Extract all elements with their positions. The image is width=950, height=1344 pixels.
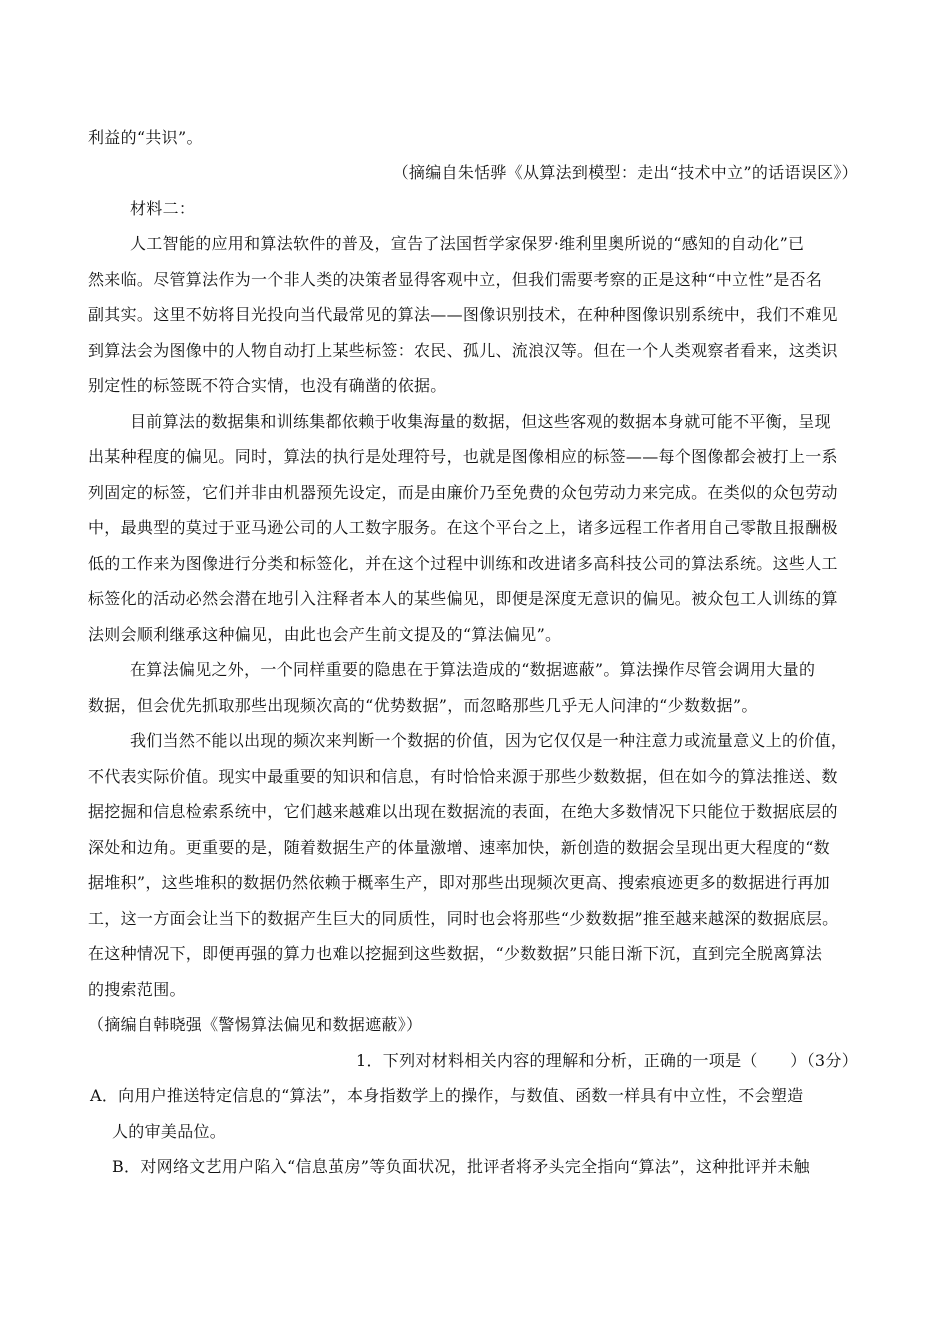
paragraph-line: 法则会顺利继承这种偏见，由此也会产生前文提及的“算法偏见”。	[88, 625, 562, 644]
paragraph-line: 我们当然不能以出现的频次来判断一个数据的价值，因为它仅仅是一种注意力或流量意义上的价值，	[130, 731, 848, 750]
paragraph-line: 列固定的标签，它们并非由机器预先设定，而是由廉价乃至免费的众包劳动力来完成。在类似的众包劳动	[88, 483, 838, 502]
paragraph-line: 据挖掘和信息检索系统中，它们越来越难以出现在数据流的表面，在绝大多数情况下只能位于数据底层的	[88, 802, 838, 821]
option-a-continuation: B．对网络文艺用户陷入“信息茧房”等负面状况，批评者将矛头完全指向“算法”，这种批评并未触	[112, 1157, 810, 1176]
paragraph-line: 据堆积”，这些堆积的数据仍然依赖于概率生产，即对那些出现频次更高、搜索痕迹更多的数据进行再加	[88, 873, 830, 892]
paragraph-line: 人工智能的应用和算法软件的普及，宣告了法国哲学家保罗·维利里奥所说的“感知的自动化”已	[130, 234, 805, 253]
paragraph-line: 在算法偏见之外，一个同样重要的隐患在于算法造成的“数据遮蔽”。算法操作尽管会调用大量的	[130, 660, 816, 679]
question-stem: A．向用户推送特定信息的“算法”，本身指数学上的操作，与数值、函数一样具有中立性，不会塑造	[90, 1086, 804, 1105]
section-heading: 材料二：	[130, 199, 196, 218]
source-citation: 1．下列对材料相关内容的理解和分析，正确的一项是（ ）（3分）	[356, 1051, 858, 1070]
paragraph-line: 不代表实际价值。现实中最重要的知识和信息，有时恰恰来源于那些少数数据，但在如今的算法推送、数	[88, 767, 838, 786]
paragraph-line: 深处和边角。更重要的是，随着数据生产的体量激增、速率加快，新创造的数据会呈现出更大程度的“数	[88, 838, 830, 857]
source-citation: （摘编自朱恬骅《从算法到模型：走出“技术中立”的话语误区》）	[392, 163, 858, 182]
paragraph-line: 然来临。尽管算法作为一个非人类的决策者显得客观中立，但我们需要考察的正是这种“中立性”是否名	[88, 270, 823, 289]
paragraph-line: 数据，但会优先抓取那些出现频次高的“优势数据”，而忽略那些几乎无人问津的“少数数据”。	[88, 696, 758, 715]
paragraph-line: 出某种程度的偏见。同时，算法的执行是处理符号，也就是图像相应的标签——每个图像都会被打上一系	[88, 447, 838, 466]
paragraph-line: 低的工作来为图像进行分类和标签化，并在这个过程中训练和改进诸多高科技公司的算法系统。这些人工	[88, 554, 838, 573]
paragraph-line: 副其实。这里不妨将目光投向当代最常见的算法——图像识别技术，在种种图像识别系统中，我们不难见	[88, 305, 838, 324]
paragraph-line: 在这种情况下，即便再强的算力也难以挖掘到这些数据，“少数数据”只能日渐下沉，直到完全脱离算法	[88, 944, 823, 963]
paragraph-line: 到算法会为图像中的人物自动打上某些标签：农民、孤儿、流浪汉等。但在一个人类观察者看来，这类识	[88, 341, 838, 360]
paragraph-line: 中，最典型的莫过于亚马逊公司的人工数字服务。在这个平台之上，诸多远程工作者用自己零散且报酬极	[88, 518, 838, 537]
option-a: 人的审美品位。	[112, 1122, 227, 1141]
paragraph-line: 工，这一方面会让当下的数据产生巨大的同质性，同时也会将那些“少数数据”推至越来越深的数据底层。	[88, 909, 839, 928]
paragraph-line: 利益的“共识”。	[88, 128, 203, 147]
paragraph-line: （摘编自韩晓强《警惕算法偏见和数据遮蔽》）	[88, 1015, 423, 1034]
paragraph-line: 目前算法的数据集和训练集都依赖于收集海量的数据，但这些客观的数据本身就可能不平衡，呈现	[130, 412, 831, 431]
paragraph-line: 别定性的标签既不符合实情，也没有确凿的依据。	[88, 376, 447, 395]
paragraph-line: 的搜索范围。	[88, 980, 186, 999]
paragraph-line: 标签化的活动必然会潜在地引入注释者本人的某些偏见，即便是深度无意识的偏见。被众包工人训练的算	[88, 589, 838, 608]
